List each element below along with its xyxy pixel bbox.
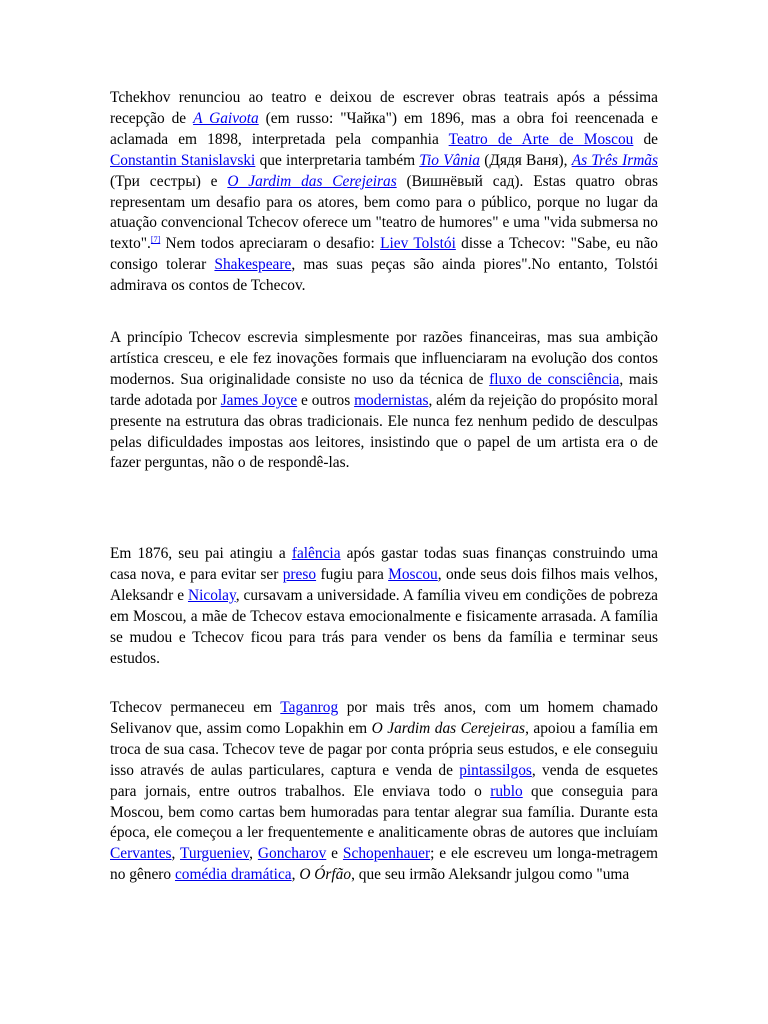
text-run: Em 1876, seu pai atingiu a [110, 545, 292, 562]
text-run: Tchekhov renunciou ao teatro e deixou de escrever obras teatrais após a péssima recepção de [110, 89, 658, 127]
text-run: (Вишнёвый сад). Estas quatro obras representam um desafio para os atores, bem como para o público, porque no lugar da atuação convencional Tchecov oferece um "teatro de humores" e uma "vida submersa no texto". [110, 172, 658, 253]
hyperlink[interactable]: Constantin Stanislavski [110, 151, 256, 169]
text-run: , que seu irmão Aleksandr julgou como "uma [351, 866, 630, 884]
text-run: , além da rejeição do propósito moral presente na estrutura das obras tradicionais. Ele nunca fez nenhum pedido de desculpas pelas dificuldades impostas aos leitores, insistindo que o papel de um artista era o de fazer perguntas, não o de respondê-las. [110, 391, 658, 472]
text-run: , venda de esquetes para jornais, entre outros trabalhos. Ele enviava todo o [110, 761, 658, 800]
hyperlink[interactable]: modernistas [354, 391, 429, 409]
hyperlink[interactable]: Nicolay [187, 586, 236, 604]
text-run: , mais tarde adotada por [110, 370, 658, 409]
paragraph-theatre [110, 88, 658, 297]
hyperlink[interactable]: Tio Vânia [419, 151, 480, 169]
paragraph-bankruptcy [110, 544, 658, 669]
hyperlink[interactable]: preso [282, 565, 317, 583]
text-run: disse a Tchecov: "Sabe, eu não consigo tolerar [110, 235, 658, 274]
hyperlink[interactable]: Teatro de Arte de Moscou [448, 130, 634, 148]
hyperlink[interactable]: Turgueniev [180, 845, 250, 863]
text-run: , [171, 845, 181, 863]
hyperlink[interactable]: Goncharov [257, 845, 327, 863]
text-run: e outros [297, 391, 355, 409]
text-run: A princípio Tchecov escrevia simplesmente por razões financeiras, mas sua ambição artística cresceu, e ele fez inovações formais que influenciaram na evolução dos contos modernos. Sua originalidade consiste no uso da técnica de [110, 329, 658, 388]
hyperlink[interactable]: A Gaivota [193, 109, 259, 127]
text-run: , onde seus dois filhos mais velhos, Aleksandr e [110, 565, 658, 604]
paragraph-style [110, 328, 658, 474]
text-run: , mas suas peças são ainda piores".No entanto, Tolstói admirava os contos de Tchecov. [110, 256, 658, 295]
hyperlink[interactable]: Schopenhauer [342, 845, 431, 863]
citation-link[interactable]: [7] [150, 235, 161, 245]
hyperlink[interactable]: James Joyce [220, 391, 298, 409]
text-run: que interpretaria também [255, 151, 420, 169]
hyperlink[interactable]: pintassilgos [459, 761, 532, 779]
text-run: fugiu para [316, 565, 389, 583]
text-run: , apoiou a família em troca de sua casa. Tchecov teve de pagar por conta própria seus estudos, e ele conseguiu isso através de aulas particulares, captura e venda de [110, 719, 658, 779]
text-run: O Órfão [299, 866, 352, 884]
text-run: que conseguia para Moscou, bem como cartas bem humoradas para tentar alegrar sua família. Durante esta época, ele começou a ler frequentemente e analiticamente obras de autores que incluíam [110, 782, 658, 842]
text-run: (em russo: "Чайка") em 1896, mas a obra foi reencenada e aclamada em 1898, interpretada pela companhia [110, 109, 658, 148]
hyperlink[interactable]: O Jardim das Cerejeiras [227, 172, 397, 190]
text-run: Tchecov permaneceu em [110, 699, 281, 716]
text-run: O Jardim das Cerejeiras [371, 719, 526, 737]
hyperlink[interactable]: Taganrog [280, 699, 339, 716]
text-run: após gastar todas suas finanças construindo uma casa nova, e para evitar ser [110, 545, 659, 583]
hyperlink[interactable]: falência [291, 545, 341, 562]
text-run: ; e ele escreveu um longa-metragem no gênero [110, 845, 658, 884]
text-run: Nem todos apreciaram o desafio: [160, 235, 381, 253]
hyperlink[interactable]: Shakespeare [214, 256, 292, 274]
text-run: e [326, 845, 343, 863]
hyperlink[interactable]: comédia dramática [174, 866, 292, 884]
text-run: , [249, 845, 258, 863]
paragraph-taganrog [110, 698, 658, 886]
hyperlink[interactable]: Liev Tolstói [380, 235, 456, 253]
text-run: , cursavam a universidade. A família viveu em condições de pobreza em Moscou, a mãe de Tchecov estava emocionalmente e fisicamente arrasada. A família se mudou e Tchecov ficou para trás para vender os bens da família e terminar seus estudos. [110, 586, 658, 667]
text-run: (Три сестры) e [110, 172, 228, 190]
hyperlink[interactable]: As Três Irmãs [571, 151, 658, 169]
hyperlink[interactable]: rublo [490, 782, 523, 800]
text-run: por mais três anos, com um homem chamado Selivanov que, assim como Lopakhin em [110, 699, 659, 737]
text-run: , [291, 866, 300, 884]
text-run: de [633, 130, 659, 148]
hyperlink[interactable]: fluxo de consciência [489, 370, 620, 388]
hyperlink[interactable]: Cervantes [110, 845, 172, 863]
text-run: (Дядя Ваня), [479, 151, 572, 169]
hyperlink[interactable]: Moscou [388, 565, 438, 583]
